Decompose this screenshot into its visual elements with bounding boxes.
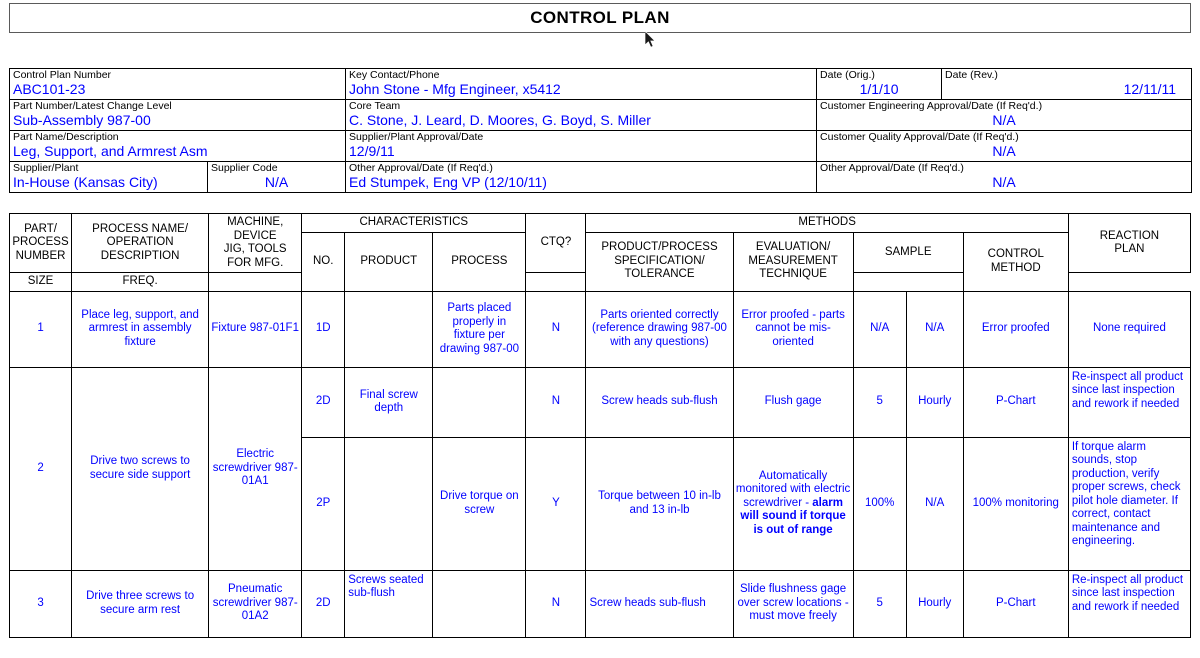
field-label: Supplier/Plant (13, 162, 79, 174)
cell-process-name: Drive three screws to secure arm rest (72, 570, 209, 637)
cell-control-method: P-Chart (963, 570, 1068, 637)
field-value: N/A (992, 174, 1016, 190)
field-value: N/A (264, 174, 289, 190)
field-label: Customer Quality Approval/Date (If Req'd.) (820, 131, 1019, 143)
col-label-line1: MACHINE, (227, 216, 284, 228)
cell-control-method: 100% monitoring (963, 437, 1068, 570)
cell-sample-size: 100% (853, 437, 906, 570)
cell-process-name: Place leg, support, and armrest in assembly fixture (72, 291, 209, 367)
col-label-line1: PART/ (24, 222, 57, 235)
field-label: Date (Rev.) (945, 69, 998, 81)
col-control-method (963, 232, 1068, 291)
field-label: Other Approval/Date (If Req'd.) (349, 162, 493, 174)
col-label-line3: TECHNIQUE (759, 268, 827, 281)
cell-specification: Torque between 10 in-lb and 13 in-lb (586, 437, 733, 570)
field-label: Other Approval/Date (If Req'd.) (820, 162, 964, 174)
field-date-orig[interactable] (817, 69, 942, 100)
col-reaction-plan (1068, 214, 1190, 273)
cell-part-process-number: 1 (10, 291, 72, 367)
table-row[interactable] (10, 291, 1191, 367)
field-label: Part Number/Latest Change Level (13, 100, 172, 112)
cell-specification: Screw heads sub-flush (586, 367, 733, 437)
cell-machine: Fixture 987-01F1 (209, 291, 302, 367)
field-other-approval-1[interactable] (346, 162, 817, 193)
cell-sample-freq: Hourly (906, 570, 963, 637)
cell-characteristic-process (433, 367, 526, 437)
cell-ctq: N (526, 570, 586, 637)
col-sample-size: SIZE (10, 273, 72, 292)
cell-reaction-plan: Re-inspect all product since last inspection and rework if needed (1068, 570, 1190, 637)
cell-sample-size: N/A (853, 291, 906, 367)
field-label: Core Team (349, 100, 401, 112)
title-bar (9, 3, 1191, 33)
cell-characteristic-process (433, 570, 526, 637)
table-row[interactable] (10, 570, 1191, 637)
header-row-4 (10, 162, 1192, 193)
col-label-line3: TOLERANCE (624, 268, 695, 281)
cell-ctq: Y (526, 437, 586, 570)
col-label-line2: OPERATION (106, 236, 174, 249)
col-process-name-operation-description (72, 214, 209, 273)
cell-sample-freq: N/A (906, 437, 963, 570)
cell-part-process-number: 2 (10, 367, 72, 570)
field-supplier-code[interactable] (208, 162, 346, 193)
cell-process-name: Drive two screws to secure side support (72, 367, 209, 570)
header-row-2 (10, 100, 1192, 131)
col-label-line1: REACTION (1099, 229, 1160, 242)
cell-characteristic-product: Final screw depth (345, 367, 433, 437)
field-value: N/A (992, 112, 1016, 128)
table-group-header-row (10, 214, 1191, 233)
field-value: In-House (Kansas City) (13, 174, 158, 190)
cell-characteristic-process: Drive torque on screw (433, 437, 526, 570)
cell-sample-freq: Hourly (906, 367, 963, 437)
cell-control-method: Error proofed (963, 291, 1068, 367)
control-plan-header-table (9, 68, 1192, 193)
table-row[interactable] (10, 367, 1191, 437)
field-supplier-plant-approval[interactable] (346, 131, 817, 162)
col-label-line3: DESCRIPTION (100, 249, 180, 262)
field-key-contact-phone[interactable] (346, 69, 817, 100)
cell-reaction-plan: None required (1068, 291, 1190, 367)
field-value: ABC101-23 (13, 81, 86, 97)
field-core-team[interactable] (346, 100, 817, 131)
cell-sample-size: 5 (853, 570, 906, 637)
cell-sample-size: 5 (853, 367, 906, 437)
field-customer-quality-approval[interactable] (817, 131, 1192, 162)
col-characteristic-product: PRODUCT (345, 232, 433, 291)
field-date-rev[interactable] (942, 69, 1192, 100)
cell-control-method: P-Chart (963, 367, 1068, 437)
cell-reaction-plan: If torque alarm sounds, stop production, verify proper screws, check pilot hole diameter. If correct, contact maintenance and engineering. (1068, 437, 1190, 570)
field-value: N/A (992, 143, 1016, 159)
mouse-cursor-icon (645, 31, 657, 49)
field-value: John Stone - Mfg Engineer, x5412 (349, 81, 561, 97)
cell-characteristic-no: 2D (302, 570, 345, 637)
col-label-line1: CONTROL (987, 248, 1044, 260)
field-supplier-plant[interactable] (10, 162, 208, 193)
col-sample-freq: FREQ. (72, 273, 209, 292)
page-title: CONTROL PLAN (530, 8, 670, 27)
col-machine-device-jig-tools (209, 214, 302, 273)
cell-ctq: N (526, 367, 586, 437)
col-characteristic-no: NO. (302, 232, 345, 291)
field-label: Key Contact/Phone (349, 69, 440, 81)
cell-evaluation: Slide flushness gage over screw locations - must move freely (733, 570, 853, 637)
field-part-number[interactable] (10, 100, 346, 131)
cell-characteristic-no: 2D (302, 367, 345, 437)
header-row-3 (10, 131, 1192, 162)
col-label-line2: PROCESS (12, 236, 69, 249)
col-ctq: CTQ? (526, 214, 586, 273)
col-label-line2: MEASUREMENT (748, 254, 838, 267)
cell-machine: Electric screwdriver 987-01A1 (209, 367, 302, 570)
col-label-line3: NUMBER (15, 249, 66, 262)
col-label-line3: JIG, TOOLS (223, 243, 287, 255)
cell-characteristic-no: 1D (302, 291, 345, 367)
field-control-plan-number[interactable] (10, 69, 346, 100)
col-label-line2: METHOD (990, 261, 1041, 274)
cell-machine: Pneumatic screwdriver 987-01A2 (209, 570, 302, 637)
field-part-name[interactable] (10, 131, 346, 162)
cell-evaluation (733, 437, 853, 570)
evaluation-text-bold: alarm will sound if torque is out of range (740, 496, 846, 536)
field-value: 12/9/11 (349, 143, 395, 159)
col-evaluation-measurement-technique (733, 232, 853, 291)
field-value: 12/11/11 (1123, 81, 1177, 97)
field-label: Part Name/Description (13, 131, 119, 143)
col-label-line1: EVALUATION/ (755, 241, 831, 254)
field-value: Ed Stumpek, Eng VP (12/10/11) (349, 174, 547, 190)
control-plan-main-table (9, 213, 1191, 638)
header-row-1 (10, 69, 1192, 100)
field-value: 1/1/10 (859, 81, 899, 97)
field-label: Date (Orig.) (820, 69, 875, 81)
cell-ctq: N (526, 291, 586, 367)
col-characteristic-process: PROCESS (433, 232, 526, 291)
cell-characteristic-product (345, 291, 433, 367)
col-label-line2: PLAN (1114, 243, 1145, 255)
col-product-process-specification-tolerance (586, 232, 733, 291)
field-value: C. Stone, J. Leard, D. Moores, G. Boyd, S. Miller (349, 112, 651, 128)
cell-evaluation: Flush gage (733, 367, 853, 437)
col-group-characteristics: CHARACTERISTICS (302, 214, 526, 233)
cell-sample-freq: N/A (906, 291, 963, 367)
col-label-line4: FOR MFG. (227, 256, 284, 269)
field-customer-engineering-approval[interactable] (817, 100, 1192, 131)
cell-characteristic-no: 2P (302, 437, 345, 570)
field-other-approval-2[interactable] (817, 162, 1192, 193)
field-label: Control Plan Number (13, 69, 112, 81)
cell-characteristic-process: Parts placed properly in fixture per drawing 987-00 (433, 291, 526, 367)
col-group-methods: METHODS (586, 214, 1068, 233)
evaluation-text-normal: Automatically monitored with electric screwdriver - (735, 469, 851, 509)
col-label-line1: PRODUCT/PROCESS (601, 241, 718, 254)
col-group-sample: SAMPLE (853, 232, 963, 273)
field-label: Supplier Code (211, 162, 278, 174)
cell-characteristic-product (345, 437, 433, 570)
field-label: Customer Engineering Approval/Date (If Req'd.) (820, 100, 1043, 112)
col-label-line2: SPECIFICATION/ (614, 254, 705, 267)
field-label: Supplier/Plant Approval/Date (349, 131, 484, 143)
cell-specification: Screw heads sub-flush (586, 570, 733, 637)
field-value: Leg, Support, and Armrest Asm (13, 143, 208, 159)
col-part-process-number (10, 214, 72, 273)
cell-evaluation: Error proofed - parts cannot be mis-oriented (733, 291, 853, 367)
col-label-line1: PROCESS NAME/ (92, 222, 189, 235)
col-label-line2: DEVICE (233, 229, 277, 242)
cell-reaction-plan: Re-inspect all product since last inspection and rework if needed (1068, 367, 1190, 437)
cell-characteristic-product: Screws seated sub-flush (345, 570, 433, 637)
field-value: Sub-Assembly 987-00 (13, 112, 151, 128)
cell-specification: Parts oriented correctly (reference drawing 987-00 with any questions) (586, 291, 733, 367)
cell-part-process-number: 3 (10, 570, 72, 637)
